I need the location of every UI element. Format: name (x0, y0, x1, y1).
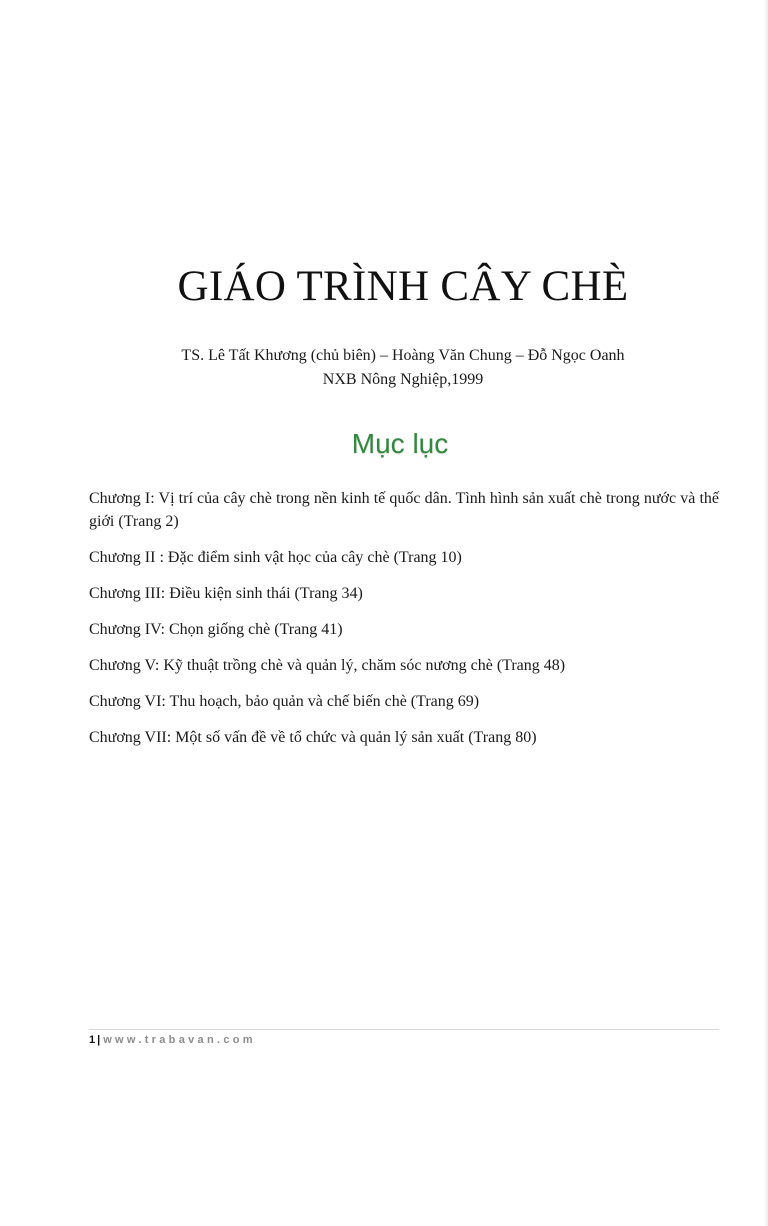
page-number: 1 (89, 1034, 96, 1046)
authors-line: TS. Lê Tất Khương (chủ biên) – Hoàng Văn Chung – Đỗ Ngọc Oanh (181, 347, 625, 364)
footer-separator: | (97, 1034, 101, 1046)
footer-website: www.trabavan.com (103, 1034, 256, 1046)
page-edge-shadow (764, 0, 768, 1226)
toc-entry-chapter-2: Chương II : Đặc điểm sinh vật học của cây chè (Trang 10) (89, 549, 462, 566)
document-title: GIÁO TRÌNH CÂY CHÈ (177, 263, 629, 310)
page-footer (89, 1033, 256, 1047)
toc-entry-chapter-1: Chương I: Vị trí của cây chè trong nền kinh tế quốc dân. Tình hình sản xuất chè trong nước và thế giới (Trang 2) (89, 490, 719, 530)
publisher-line: NXB Nông Nghiệp,1999 (322, 371, 484, 388)
toc-entry-chapter-3: Chương III: Điều kiện sinh thái (Trang 34) (89, 585, 363, 602)
footer-divider (89, 1029, 719, 1030)
toc-entry-chapter-6: Chương VI: Thu hoạch, bảo quản và chế biến chè (Trang 69) (89, 693, 480, 710)
toc-entry-chapter-7: Chương VII: Một số vấn đề về tổ chức và quản lý sản xuất (Trang 80) (89, 729, 537, 746)
toc-entry-chapter-5: Chương V: Kỹ thuật trồng chè và quản lý, chăm sóc nương chè (Trang 48) (89, 657, 566, 674)
toc-heading: Mục lục (351, 428, 449, 459)
table-of-contents (89, 487, 719, 762)
toc-entry-chapter-4: Chương IV: Chọn giống chè (Trang 41) (89, 621, 343, 638)
